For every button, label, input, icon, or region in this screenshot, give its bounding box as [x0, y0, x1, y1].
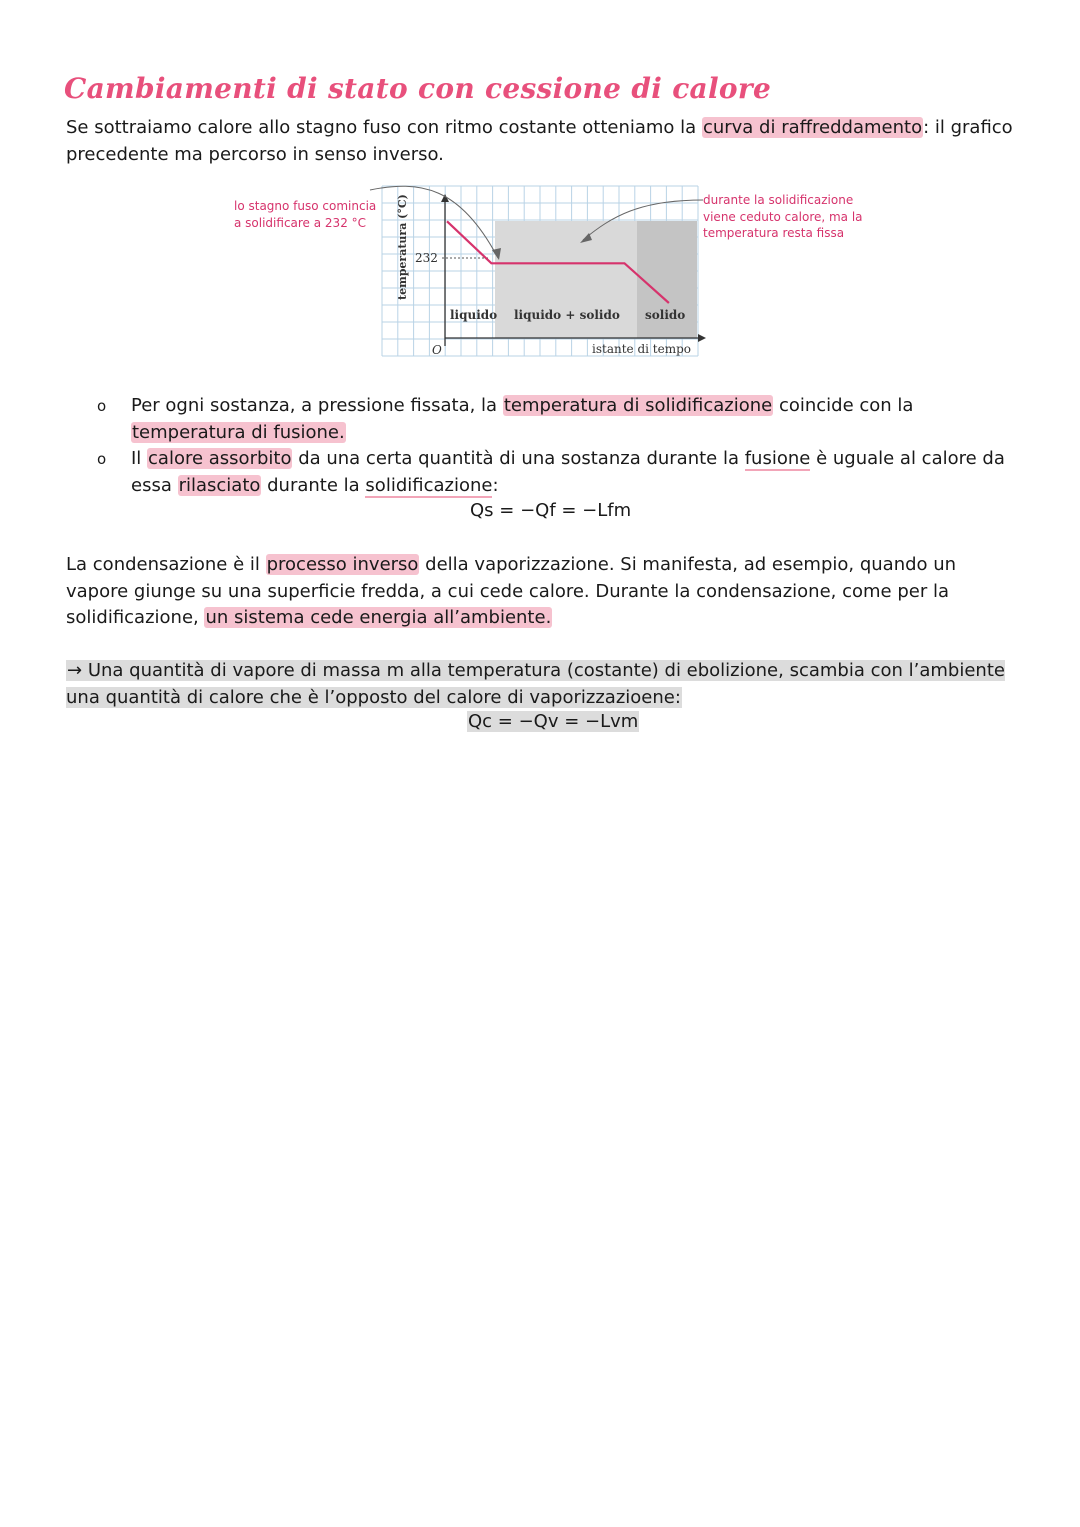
formula-solidification: Qs = −Qf = −Lfm [470, 500, 632, 521]
condensation-paragraph [66, 552, 1016, 632]
highlight-inverse-process: processo inverso [266, 554, 419, 575]
bullet-text: durante la [261, 474, 366, 496]
vapor-text: Una quantità di vapore di massa m alla temperatura (costante) di ebolizione, scambia con l’ambiente una quantità di calore che è l’opposto del calore di vaporizzazioene: [66, 660, 1005, 708]
bullet-list [66, 393, 1016, 499]
highlight-solidification-temp: temperatura di solidificazione [503, 395, 773, 416]
bullet-marker: o [97, 450, 107, 468]
condensation-text: della vaporizzazione. Si manifesta, ad esempio, quando un vapore giunge su una superficie fredda, a cui cede calore. Durante la condensazione, come per la solidificazione, [66, 554, 957, 628]
intro-text-end: : il grafico precedente ma percorso in senso inverso. [66, 117, 1013, 165]
vapor-highlight [66, 660, 1005, 708]
highlight-cooling-curve: curva di raffreddamento [702, 117, 923, 138]
intro-text: Se sottraiamo calore allo stagno fuso con ritmo costante otteniamo la [66, 117, 702, 138]
region-label-liquid-solid: liquido + solido [514, 308, 620, 322]
region-label-liquid: liquido [450, 308, 498, 322]
underline-solidificazione: solidificazione [365, 474, 493, 496]
annotation-right: durante la solidificazione viene ceduto calore, ma la temperatura resta fissa [703, 193, 863, 240]
origin-label: O [432, 343, 442, 357]
vapor-paragraph [66, 658, 1016, 711]
intro-paragraph [66, 115, 1016, 168]
cooling-curve-figure [220, 178, 880, 378]
bullet-item-2 [66, 446, 1016, 499]
bullet-text: : [492, 474, 499, 496]
bullet-text: Per ogni sostanza, a pressione fissata, la [131, 395, 503, 416]
annotation-left: lo stagno fuso comincia a solidificare a 232 °C [234, 199, 377, 230]
bullet-text: è uguale al calore da essa [131, 448, 1005, 496]
bullet-text: da una certa quantità di una sostanza durante la [292, 448, 745, 469]
highlight-fusion-temp: temperatura di fusione. [132, 421, 345, 443]
highlight-released: rilasciato [178, 474, 261, 496]
callout-arrow-left [370, 186, 498, 258]
bullet-text: Il [131, 448, 148, 469]
x-axis-label: istante di tempo [592, 342, 691, 356]
section-title: Cambiamenti di stato con cessione di calore [64, 72, 772, 105]
x-axis-arrow [698, 334, 706, 342]
underline-fusione: fusione [744, 448, 811, 469]
arrow-icon: → [67, 660, 83, 681]
highlight-system-releases-energy: un sistema cede energia all’ambiente. [205, 607, 552, 628]
formula-condensation: Qc = −Qv = −Lvm [468, 711, 639, 732]
y-tick-232: 232 [415, 251, 438, 265]
y-axis-label: temperatura (°C) [396, 194, 409, 300]
cooling-curve-chart [220, 178, 880, 378]
bullet-item-1 [66, 393, 1016, 446]
bullet-marker: o [97, 397, 107, 415]
highlight-absorbed-heat: calore assorbito [148, 448, 292, 469]
bullet-text: coincide con la [773, 395, 914, 416]
region-label-solid: solido [645, 308, 686, 322]
condensation-text: La condensazione è il [66, 554, 266, 575]
